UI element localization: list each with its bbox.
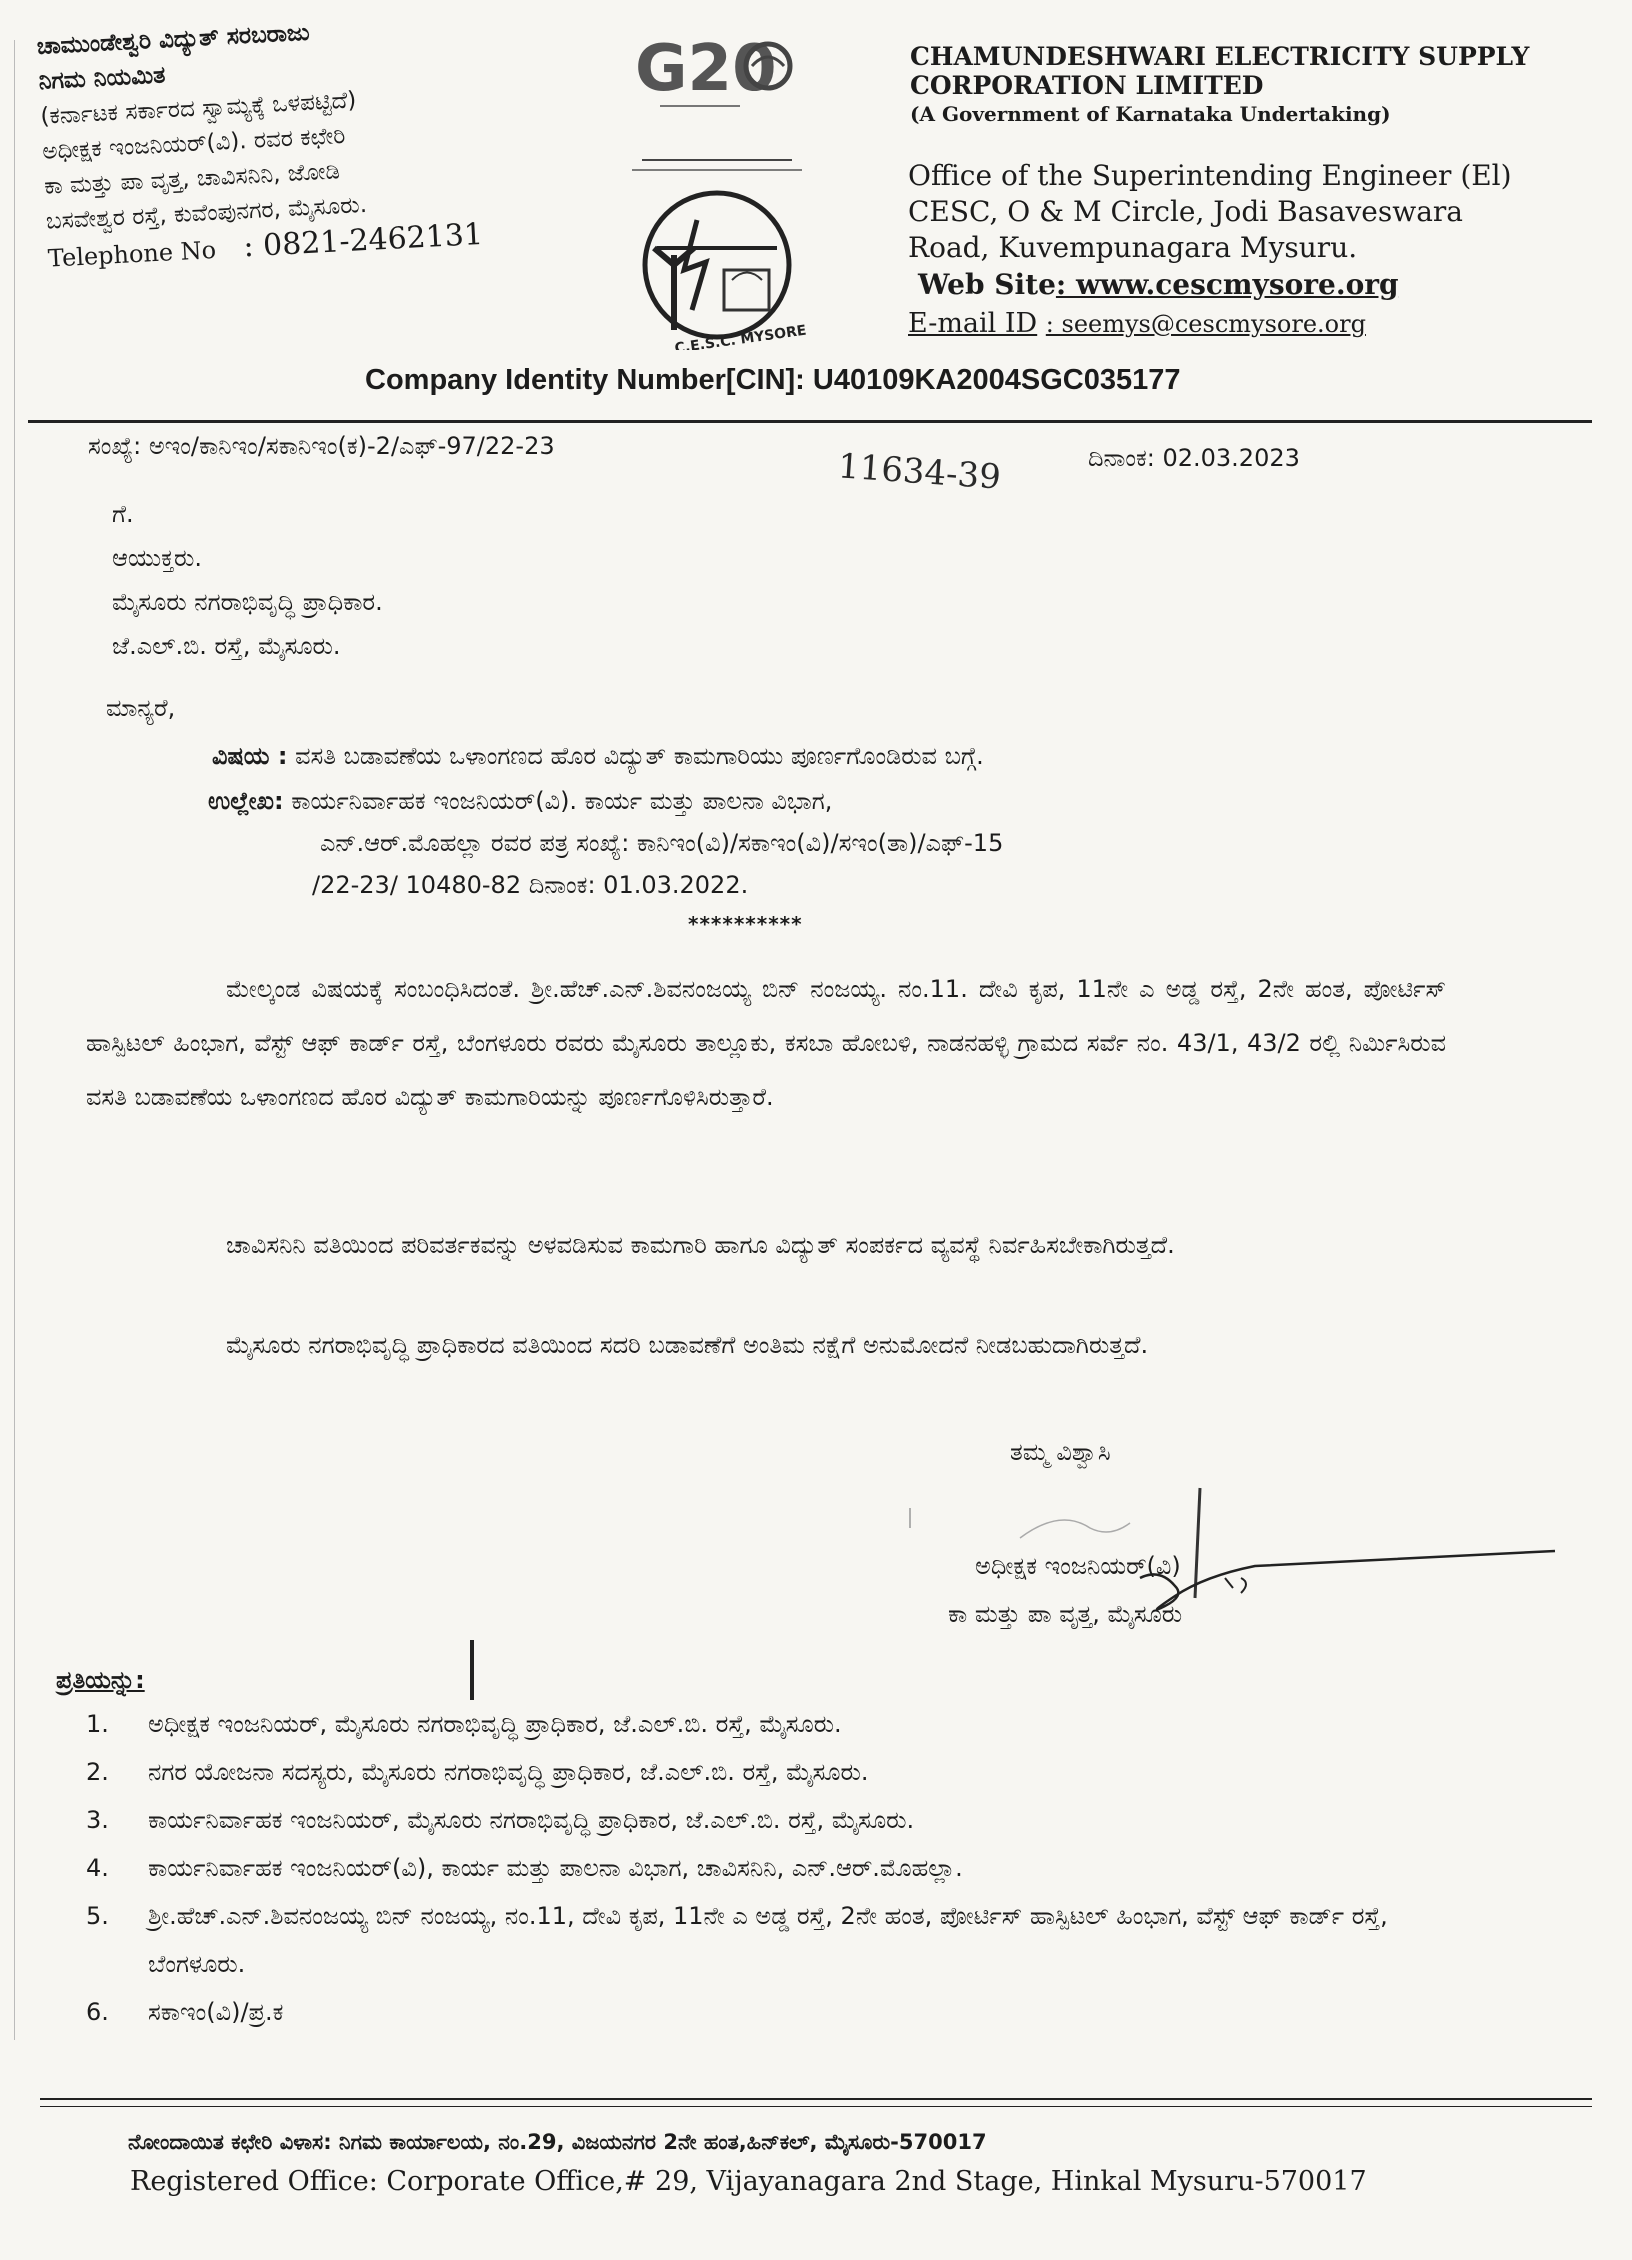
copies-list (86, 1700, 1486, 2036)
addressee-line: ಗೆ. (112, 500, 134, 528)
company-subtitle: (A Government of Karnataka Undertaking) (910, 102, 1391, 126)
letterhead-kn-line: ಬಸವೇಶ್ವರ ರಸ್ತೆ, ಕುವೆಂಪುನಗರ, ಮೈಸೂರು. (45, 191, 368, 235)
website-label: Web Site (918, 268, 1056, 301)
body-paragraph-1: ಮೇಲ್ಕಂಡ ವಿಷಯಕ್ಕೆ ಸಂಬಂಧಿಸಿದಂತೆ. ಶ್ರೀ.ಹೆಚ್.ಎನ್.ಶಿವನಂಜಯ್ಯ ಬಿನ್ ನಂಜಯ್ಯ. ನಂ.11. ದೇವಿ ಕೃಪ, 11ನೇ ಎ ಅಡ್ಡ ರಸ್ತೆ, 2ನೇ ಹಂತ, ಪೋರ್ಟಿಸ್ ಹಾಸ್ಪಿಟಲ್ ಹಿಂಭಾಗ, ವೆಸ್ಟ್ ಆಫ್ ಕಾರ್ಡ್ ರಸ್ತೆ, ಬೆಂಗಳೂರು ರವರು ಮೈಸೂರು ತಾಲ್ಲೂಕು, ಕಸಬಾ ಹೋಬಳಿ, ನಾಡನಹಳ್ಳಿ ಗ್ರಾಮದ ಸರ್ವೆ ನಂ. 43/1, 43/2 ರಲ್ಲಿ ನಿರ್ಮಿಸಿರುವ ವಸತಿ ಬಡಾವಣೆಯ ಒಳಾಂಗಣದ ಹೊರ ವಿದ್ಯುತ್ ಕಾಮಗಾರಿಯನ್ನು ಪೂರ್ಣಗೊಳಿಸಿರುತ್ತಾರೆ. (86, 975, 1446, 1111)
addressee-block (112, 492, 383, 668)
telephone-value: : 0821-2462131 (242, 216, 484, 265)
registered-office-kannada: ನೋಂದಾಯಿತ ಕಛೇರಿ ವಿಳಾಸ: ನಿಗಮ ಕಾರ್ಯಾಲಯ, ನಂ.29, ವಿಜಯನಗರ 2ನೇ ಹಂತ,ಹಿನ್‌ಕಲ್, ಮೈಸೂರು-570017 (128, 2130, 987, 2154)
reference-number: ಸಂಖ್ಯೆ: ಅಇಂ/ಕಾನಿಇಂ/ಸಕಾನಿಇಂ(ಕ)-2/ಎಫ್-97/22-23 (88, 432, 555, 460)
website-link[interactable]: : www.cescmysore.org (1055, 268, 1399, 301)
subject-label: ವಿಷಯ : (212, 742, 288, 770)
subject-text: ವಸತಿ ಬಡಾವಣೆಯ ಒಳಾಂಗಣದ ಹೊರ ವಿದ್ಯುತ್ ಕಾಮಗಾರಿಯು ಪೂರ್ಣಗೊಂಡಿರುವ ಬಗ್ಗೆ. (295, 742, 984, 770)
handwritten-dispatch-number: 11634-39 (836, 446, 1003, 498)
website-line (918, 268, 1399, 301)
body-paragraph-2: ಚಾವಿಸನಿನಿ ವತಿಯಿಂದ ಪರಿವರ್ತಕವನ್ನು ಅಳವಡಿಸುವ ಕಾಮಗಾರಿ ಹಾಗೂ ವಿದ್ಯುತ್ ಸಂಪರ್ಕದ ವ್ಯವಸ್ಥೆ ನಿರ್ವಹಿಸಬೇಕಾಗಿರುತ್ತದೆ. (226, 1231, 1175, 1259)
list-item: 3. ಕಾರ್ಯನಿರ್ವಾಹಕ ಇಂಜನಿಯರ್, ಮೈಸೂರು ನಗರಾಭಿವೃದ್ಧಿ ಪ್ರಾಧಿಕಾರ, ಜೆ.ಎಲ್.ಬಿ. ರಸ್ತೆ, ಮೈಸೂರು. (86, 1806, 915, 1834)
reference-line: ಕಾರ್ಯನಿರ್ವಾಹಕ ಇಂಜನಿಯರ್(ವಿ). ಕಾರ್ಯ ಮತ್ತು ಪಾಲನಾ ವಿಭಾಗ, (291, 787, 833, 815)
body-paragraph-3: ಮೈಸೂರು ನಗರಾಭಿವೃದ್ಧಿ ಪ್ರಾಧಿಕಾರದ ವತಿಯಿಂದ ಸದರಿ ಬಡಾವಣೆಗೆ ಅಂತಿಮ ನಕ್ಷೆಗೆ ಅನುಮೋದನೆ ನೀಡಬಹುದಾಗಿರುತ್ತದೆ. (226, 1331, 1149, 1359)
letter-date: ದಿನಾಂಕ: 02.03.2023 (1088, 444, 1300, 472)
registered-office-english: Registered Office: Corporate Office,# 29, Vijayanagara 2nd Stage, Hinkal Mysuru-570017 (130, 2166, 1367, 2197)
reference-block (208, 780, 1003, 906)
office-line: Office of the Superintending Engineer (El) (908, 159, 1512, 192)
letterhead-kn-line: ಚಾಮುಂಡೇಶ್ವರಿ ವಿದ್ಯುತ್ ಸರಬರಾಜು (36, 19, 311, 60)
letterhead-kn-line: ನಿಗಮ ನಿಯಮಿತ (38, 62, 166, 95)
office-address-block (908, 158, 1512, 266)
company-identity-number: Company Identity Number[CIN]: U40109KA2004SGC035177 (365, 364, 1181, 396)
separator-stars: ********** (688, 912, 803, 936)
company-name-line-2: CORPORATION LIMITED (910, 71, 1264, 100)
footer-divider (40, 2098, 1592, 2100)
g20-logo-icon (630, 20, 800, 115)
reference-label: ಉಲ್ಲೇಖ: (208, 787, 284, 815)
email-link[interactable]: : seemys@cescmysore.org (1045, 310, 1366, 338)
list-item: 2. ನಗರ ಯೋಜನಾ ಸದಸ್ಯರು, ಮೈಸೂರು ನಗರಾಭಿವೃದ್ಧಿ ಪ್ರಾಧಿಕಾರ, ಜೆ.ಎಲ್.ಬಿ. ರಸ್ತೆ, ಮೈಸೂರು. (86, 1758, 869, 1786)
email-label: E-mail ID (908, 308, 1038, 339)
letterhead-kn-line: (ಕರ್ನಾಟಕ ಸರ್ಕಾರದ ಸ್ವಾಮ್ಯಕ್ಕೆ ಒಳಪಟ್ಟಿದೆ) (39, 87, 357, 130)
addressee-line: ಜೆ.ಎಲ್.ಬಿ. ರಸ್ತೆ, ಮೈಸೂರು. (112, 632, 341, 660)
g20-logo (630, 20, 800, 115)
header-divider (28, 420, 1592, 423)
company-name-line-1: CHAMUNDESHWARI ELECTRICITY SUPPLY (910, 42, 1530, 71)
addressee-line: ಆಯುಕ್ತರು. (112, 544, 202, 572)
list-item: 4. ಕಾರ್ಯನಿರ್ವಾಹಕ ಇಂಜನಿಯರ್(ವಿ), ಕಾರ್ಯ ಮತ್ತು ಪಾಲನಾ ವಿಭಾಗ, ಚಾವಿಸನಿನಿ, ಎನ್.ಆರ್.ಮೊಹಲ್ಲಾ. (86, 1854, 963, 1882)
email-line (908, 308, 1366, 339)
margin-line (14, 40, 15, 2040)
copies-title: ಪ್ರತಿಯನ್ನು: (56, 1666, 145, 1694)
telephone-label: Telephone No (47, 235, 217, 273)
list-item: 1. ಅಧೀಕ್ಷಕ ಇಂಜನಿಯರ್, ಮೈಸೂರು ನಗರಾಭಿವೃದ್ಧಿ ಪ್ರಾಧಿಕಾರ, ಜೆ.ಎಲ್.ಬಿ. ರಸ್ತೆ, ಮೈಸೂರು. (86, 1710, 842, 1738)
salutation: ಮಾನ್ಯರೆ, (106, 694, 176, 722)
office-line: CESC, O & M Circle, Jodi Basaveswara (908, 195, 1463, 228)
closing-phrase: ತಮ್ಮ ವಿಶ್ವಾಸಿ (1010, 1438, 1111, 1466)
company-name-block (910, 42, 1529, 129)
list-item: 6. ಸಕಾಇಂ(ವಿ)/ಪ್ರ.ಕ (86, 1998, 284, 2026)
footer-divider (40, 2106, 1592, 2107)
letterhead-kannada-block (36, 1, 608, 277)
g20-logo-text: G20 (635, 32, 777, 106)
cesc-logo (612, 140, 822, 350)
addressee-line: ಮೈಸೂರು ನಗರಾಭಿವೃದ್ಧಿ ಪ್ರಾಧಿಕಾರ. (112, 588, 383, 616)
reference-line: ಎನ್.ಆರ್.ಮೊಹಲ್ಲಾ ರವರ ಪತ್ರ ಸಂಖ್ಯೆ: ಕಾನಿಇಂ(ವಿ)/ಸಕಾಇಂ(ವಿ)/ಸಇಂ(ತಾ)/ಎಫ್-15 (320, 829, 1004, 857)
letterhead-kn-line: ಕಾ ಮತ್ತು ಪಾ ವೃತ್ತ, ಚಾವಿಸನಿನಿ, ಜೋಡಿ (43, 158, 341, 200)
subject-line (212, 742, 984, 770)
reference-line: /22-23/ 10480-82 ದಿನಾಂಕ: 01.03.2022. (312, 871, 749, 899)
list-item: 5. ಶ್ರೀ.ಹೆಚ್.ಎನ್.ಶಿವನಂಜಯ್ಯ ಬಿನ್ ನಂಜಯ್ಯ, ನಂ.11, ದೇವಿ ಕೃಪ, 11ನೇ ಎ ಅಡ್ಡ ರಸ್ತೆ, 2ನೇ ಹಂತ, ಪೋರ್ಟಿಸ್ ಹಾಸ್ಪಿಟಲ್ ಹಿಂಭಾಗ, ವೆಸ್ಟ್ ಆಫ್ ಕಾರ್ಡ್ ರಸ್ತೆ, ಬೆಂಗಳೂರು. (86, 1902, 1388, 1978)
letterhead-kn-line: ಅಧೀಕ್ಷಕ ಇಂಜನಿಯರ್(ವಿ). ರವರ ಕಛೇರಿ (41, 122, 346, 165)
signatory-office: ಕಾ ಮತ್ತು ಪಾ ವೃತ್ತ, ಮೈಸೂರು (948, 1600, 1183, 1628)
cesc-emblem-icon (612, 140, 822, 350)
signatory-title: ಅಧೀಕ್ಷಕ ಇಂಜನಿಯರ್(ವಿ) (975, 1552, 1181, 1580)
handwritten-tick (470, 1640, 474, 1700)
cesc-logo-text: C.E.S.C. MYSORE (673, 322, 808, 350)
office-line: Road, Kuvempunagara Mysuru. (908, 231, 1358, 264)
